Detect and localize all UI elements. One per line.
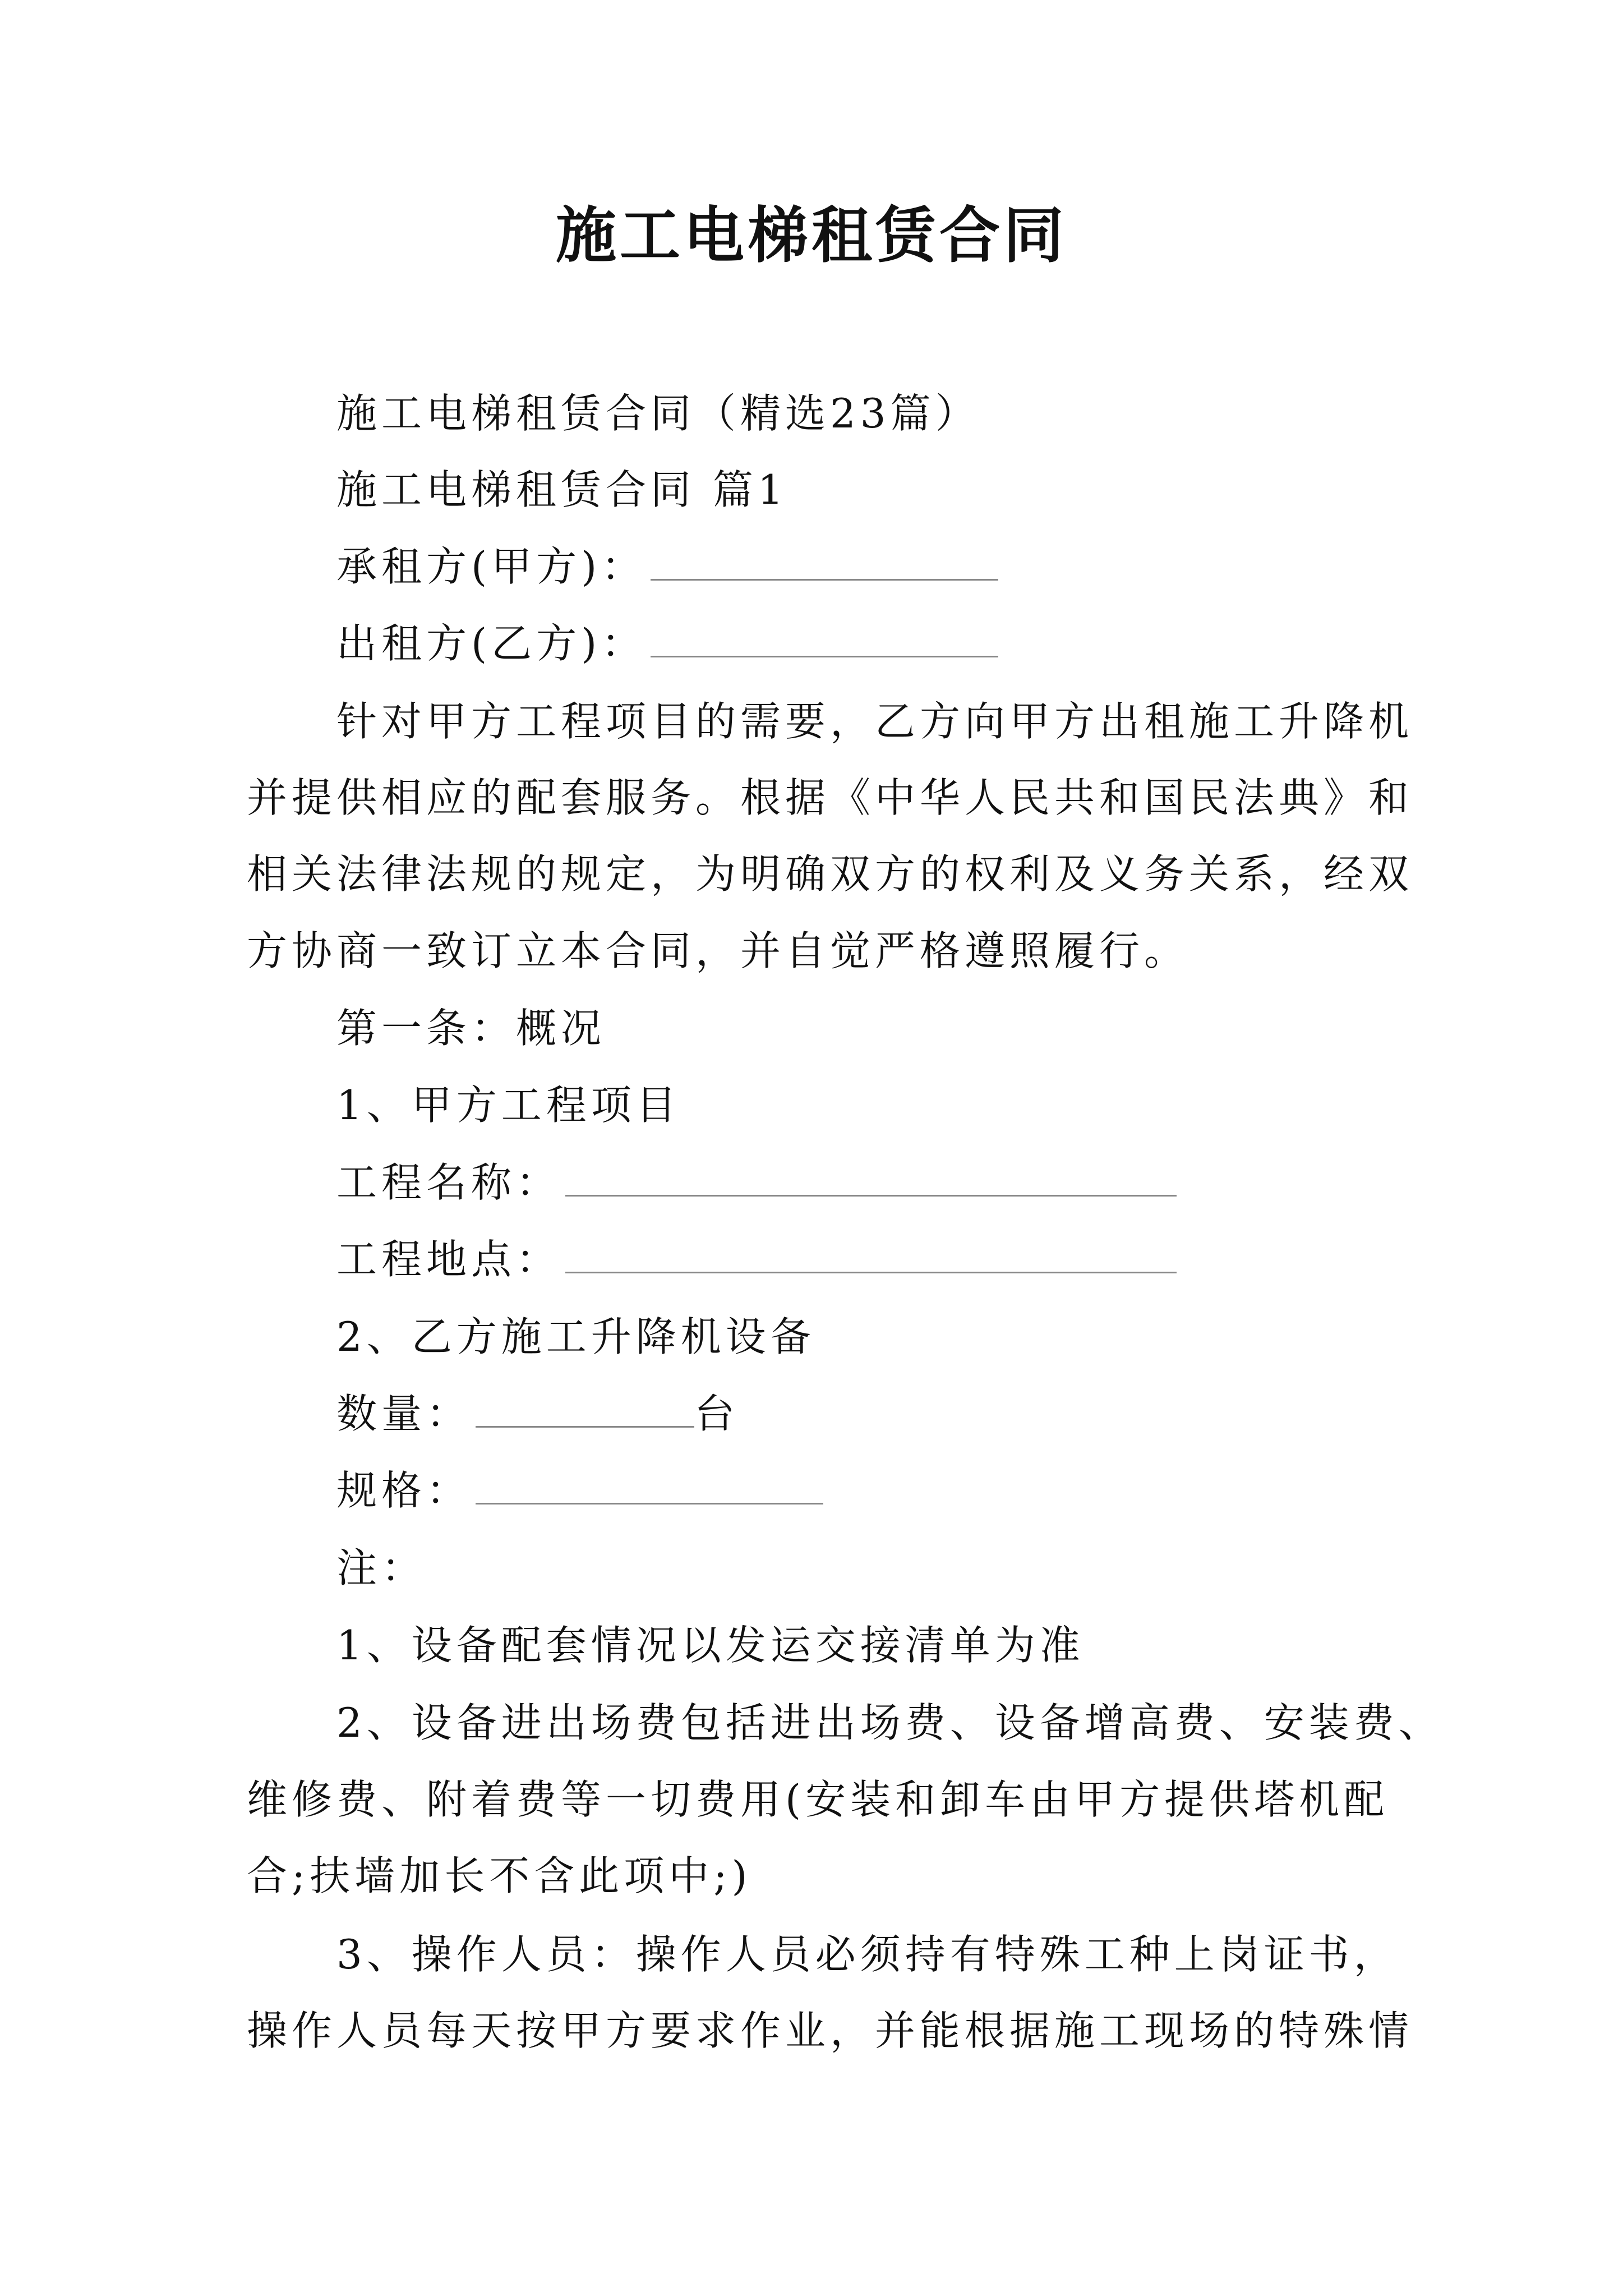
lessee-blank bbox=[651, 540, 998, 581]
project-name-field bbox=[336, 1154, 1492, 1211]
item-party-b-equipment: 2、乙方施工升降机设备 bbox=[336, 1313, 815, 1360]
lessee-label: 承租方(甲方)： bbox=[336, 543, 647, 590]
project-name-label: 工程名称： bbox=[336, 1159, 561, 1206]
project-location-blank bbox=[565, 1232, 1177, 1273]
lessor-label: 出租方(乙方)： bbox=[336, 620, 647, 667]
quantity-blank bbox=[476, 1387, 694, 1428]
project-name-blank bbox=[565, 1156, 1177, 1197]
document-title: 施工电梯租赁合同 bbox=[555, 200, 1067, 271]
specification-blank bbox=[476, 1464, 823, 1504]
quantity-unit: 台 bbox=[694, 1390, 740, 1437]
paragraph-intro-line-2: 并提供相应的配套服务。根据《中华人民共和国民法典》和 bbox=[247, 774, 1414, 821]
specification-field bbox=[336, 1462, 1492, 1519]
article-1-heading: 第一条：概况 bbox=[336, 1005, 606, 1052]
note-item-2-line-2: 维修费、附着费等一切费用(安装和卸车由甲方提供塔机配 bbox=[247, 1776, 1389, 1823]
item-party-a-project: 1、甲方工程项目 bbox=[336, 1082, 681, 1129]
lessor-field bbox=[336, 615, 1492, 671]
lessor-blank bbox=[651, 616, 998, 657]
paragraph-intro-line-1: 针对甲方工程项目的需要，乙方向甲方出租施工升降机 bbox=[336, 698, 1414, 745]
note-item-1: 1、设备配套情况以发运交接清单为准 bbox=[336, 1622, 1085, 1669]
note-item-2-line-3: 合;扶墙加长不含此项中;) bbox=[247, 1852, 752, 1899]
note-item-3-line-2: 操作人员每天按甲方要求作业，并能根据施工现场的特殊情 bbox=[247, 2007, 1414, 2054]
section-heading-part-1: 施工电梯租赁合同 篇1 bbox=[336, 466, 788, 513]
project-location-field bbox=[336, 1231, 1492, 1287]
note-item-3-line-1: 3、操作人员：操作人员必须持有特殊工种上岗证书， bbox=[336, 1931, 1399, 1978]
note-item-2-line-1: 2、设备进出场费包括进出场费、设备增高费、安装费、 bbox=[336, 1699, 1444, 1746]
paragraph-intro-line-4: 方协商一致订立本合同，并自觉严格遵照履行。 bbox=[247, 927, 1189, 974]
lessee-field bbox=[336, 539, 1492, 595]
project-location-label: 工程地点： bbox=[336, 1236, 561, 1283]
note-heading: 注： bbox=[336, 1544, 427, 1591]
paragraph-intro-line-3: 相关法律法规的规定，为明确双方的权利及义务关系，经双 bbox=[247, 850, 1414, 898]
subtitle-collection: 施工电梯租赁合同（精选23篇） bbox=[336, 390, 980, 437]
specification-label: 规格： bbox=[336, 1467, 472, 1514]
quantity-label: 数量： bbox=[336, 1390, 472, 1437]
quantity-field bbox=[336, 1386, 1492, 1442]
